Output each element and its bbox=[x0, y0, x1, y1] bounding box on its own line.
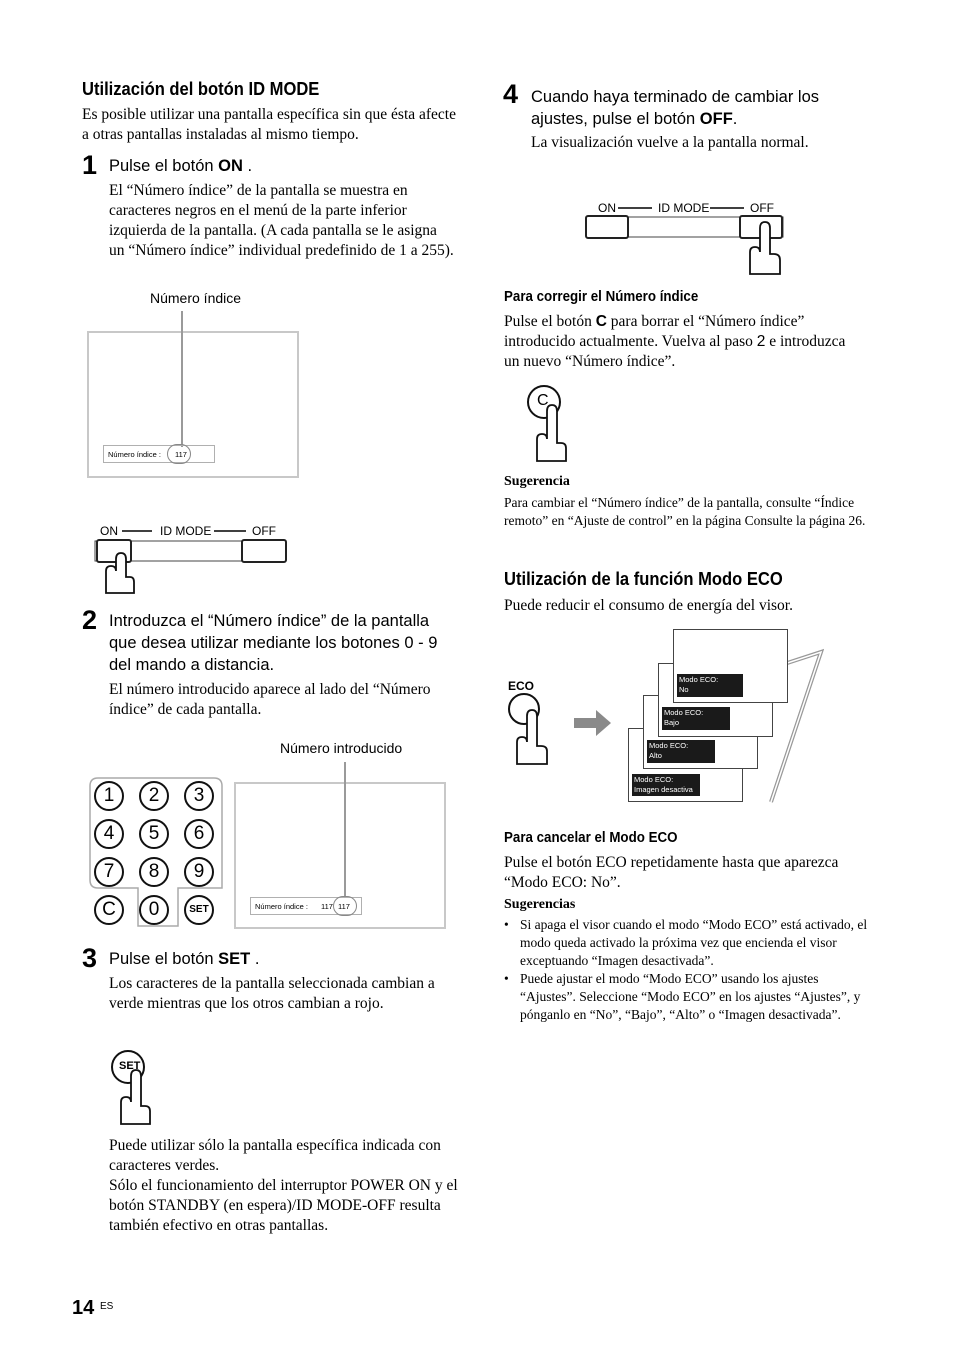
eco-imagen-line2: Imagen desactiva bbox=[634, 785, 693, 794]
remote-keypad bbox=[88, 776, 224, 928]
step-3-note-2: Sólo el funcionamiento del interruptor POWER ON y el botón STANDBY (en espera)/ID MODE-OFF resulta también efectivo en otras pantallas. bbox=[109, 1177, 458, 1234]
step-2-heading: Introduzca el “Número índice” de la pantalla que desea utilizar mediante los botones 0 - 9 del mando a distancia. bbox=[109, 612, 438, 674]
step-3-tail: . bbox=[250, 950, 260, 968]
set-key-label: SET bbox=[119, 1060, 141, 1072]
step-4-lead: Cuando haya terminado de cambiar los ajustes, pulse el botón bbox=[531, 88, 820, 128]
osd-index-value-old: 117 bbox=[321, 902, 333, 911]
arrow-right-icon bbox=[574, 710, 612, 736]
c-key-label: C bbox=[537, 392, 549, 409]
step-2-body: El número introducido aparece al lado del “Número índice” de cada pantalla. bbox=[109, 681, 431, 718]
keypad-key-0: 0 bbox=[139, 895, 169, 925]
step-3-note-1: Puede utilizar sólo la pantalla específica indicada con caracteres verdes. bbox=[109, 1137, 441, 1174]
switch-on-label-2: ON bbox=[598, 201, 616, 215]
keypad-key-2: 2 bbox=[139, 781, 169, 811]
tips-title: Sugerencias bbox=[504, 897, 576, 912]
step-4-body: La visualización vuelve a la pantalla normal. bbox=[531, 134, 809, 151]
tip-item-2: • Puede ajustar el modo “Modo ECO” usando los ajustes “Ajustes”. Seleccione “Modo ECO” en los ajustes “Ajustes”, y pónganlo en “No”, “Bajo”, “Alto” o “Imagen desactivada”. bbox=[504, 970, 874, 1024]
step-4-button-name: OFF bbox=[699, 110, 733, 128]
eco-button-press bbox=[504, 692, 556, 766]
section-title-id-mode: Utilización del botón ID MODE bbox=[82, 79, 320, 99]
tip-title: Sugerencia bbox=[504, 474, 570, 489]
step-4-tail: . bbox=[732, 110, 738, 128]
eco-no-line1: Modo ECO: bbox=[679, 675, 719, 684]
step-3-heading bbox=[109, 948, 259, 970]
keypad-key-3: 3 bbox=[184, 781, 214, 811]
section-intro: Es posible utilizar una pantalla específica sin que ésta afecte a otras pantallas instaladas al mismo tiempo. bbox=[82, 106, 456, 143]
callout-numero-indice: Número índice bbox=[150, 290, 242, 306]
callout-line-1 bbox=[181, 311, 183, 447]
eco-label-imagen bbox=[632, 774, 700, 796]
osd-index-box bbox=[103, 445, 215, 463]
step-1-body: El “Número índice” de la pantalla se muestra en caracteres negros en el menú de la parte inferior izquierda de la pantalla. (A cada pantalla se le asigna un “Número índice” individual predefinido de 1 a 255). bbox=[109, 182, 454, 259]
step-number-3: 3 bbox=[82, 943, 98, 973]
step-3-body: Los caracteres de la pantalla seleccionada cambian a verde mientras que los otros cambian a rojo. bbox=[109, 975, 435, 1012]
step-3-button-name: SET bbox=[218, 950, 251, 968]
switch-idmode-label-2: ID MODE bbox=[658, 201, 710, 215]
osd-index-value-new: 117 bbox=[338, 902, 350, 911]
step-1-heading bbox=[109, 155, 252, 177]
id-mode-switch-on bbox=[86, 521, 288, 599]
switch-off-label: OFF bbox=[252, 524, 276, 538]
osd-index-label: Número índice : bbox=[108, 450, 161, 459]
correct-text-c: e introduzca un nuevo “Número índice”. bbox=[504, 333, 846, 370]
step-number-4: 4 bbox=[503, 79, 519, 109]
section-title-eco: Utilización de la función Modo ECO bbox=[504, 569, 783, 589]
keypad-key-9: 9 bbox=[184, 857, 214, 887]
eco-no-line2: No bbox=[679, 685, 689, 694]
switch-idmode-label: ID MODE bbox=[160, 524, 212, 538]
page-number: 14 bbox=[72, 1297, 95, 1319]
keypad-key-7: 7 bbox=[94, 857, 124, 887]
highlight-circle-1 bbox=[167, 444, 191, 464]
eco-imagen-line1: Modo ECO: bbox=[634, 775, 674, 784]
eco-bajo-line2: Bajo bbox=[664, 718, 680, 727]
eco-intro: Puede reducir el consumo de energía del visor. bbox=[504, 597, 793, 614]
highlight-circle-2 bbox=[333, 896, 357, 916]
step-number-2: 2 bbox=[82, 605, 98, 635]
switch-off-label-2: OFF bbox=[750, 201, 774, 215]
step-1-lead: Pulse el botón bbox=[109, 157, 214, 175]
correct-button-name: C bbox=[595, 313, 607, 330]
eco-label-alto bbox=[647, 740, 715, 763]
page-language: ES bbox=[100, 1301, 114, 1312]
keypad-key-6: 6 bbox=[184, 819, 214, 849]
keypad-key-8: 8 bbox=[139, 857, 169, 887]
step-1-button-name: ON bbox=[218, 157, 243, 175]
c-button-press bbox=[524, 383, 574, 463]
eco-alto-line2: Alto bbox=[649, 751, 662, 760]
eco-label-bajo bbox=[662, 707, 730, 730]
eco-bajo-line1: Modo ECO: bbox=[664, 708, 704, 717]
osd-index-label-2: Número índice : bbox=[255, 902, 308, 911]
cancel-eco-text: Pulse el botón ECO repetidamente hasta que aparezca “Modo ECO: No”. bbox=[504, 854, 839, 891]
tip-item-1: • Si apaga el visor cuando el modo “Modo ECO” está activado, el modo queda activado la próxima vez que encienda el visor exceptuando “Imagen desactivada”. bbox=[504, 916, 874, 970]
eco-label-no bbox=[677, 674, 743, 697]
keypad-key-c: C bbox=[94, 895, 124, 925]
keypad-key-set: SET bbox=[184, 895, 214, 925]
correct-text-b: para borrar el “Número índice” introducido actualmente. Vuelva al paso bbox=[504, 313, 805, 350]
eco-alto-line1: Modo ECO: bbox=[649, 741, 689, 750]
step-3-lead: Pulse el botón bbox=[109, 950, 214, 968]
eco-button-label: ECO bbox=[508, 679, 535, 693]
keypad-key-5: 5 bbox=[139, 819, 169, 849]
id-mode-switch-off bbox=[584, 198, 786, 278]
keypad-key-1: 1 bbox=[94, 781, 124, 811]
cancel-eco-title: Para cancelar el Modo ECO bbox=[504, 830, 678, 846]
tips-list bbox=[504, 916, 874, 1024]
osd-index-value: 117 bbox=[175, 450, 187, 459]
correct-index-title: Para corregir el Número índice bbox=[504, 289, 699, 305]
step-1-tail: . bbox=[242, 157, 253, 175]
tip-text: Para cambiar el “Número índice” de la pantalla, consulte “Índice remoto” en “Ajuste de control” en la página Consulte la página 26. bbox=[504, 495, 866, 528]
keypad-key-4: 4 bbox=[94, 819, 124, 849]
correct-index-text bbox=[504, 312, 854, 372]
eco-mode-cycle bbox=[628, 628, 824, 804]
callout-numero-introducido: Número introducido bbox=[280, 740, 403, 756]
callout-line-2 bbox=[344, 762, 346, 896]
step-4-heading bbox=[531, 86, 861, 130]
step-number-1: 1 bbox=[82, 150, 98, 180]
set-button-press bbox=[107, 1048, 157, 1126]
correct-step-ref: 2 bbox=[756, 333, 766, 350]
switch-on-label: ON bbox=[100, 524, 118, 538]
correct-text-a: Pulse el botón bbox=[504, 313, 596, 330]
